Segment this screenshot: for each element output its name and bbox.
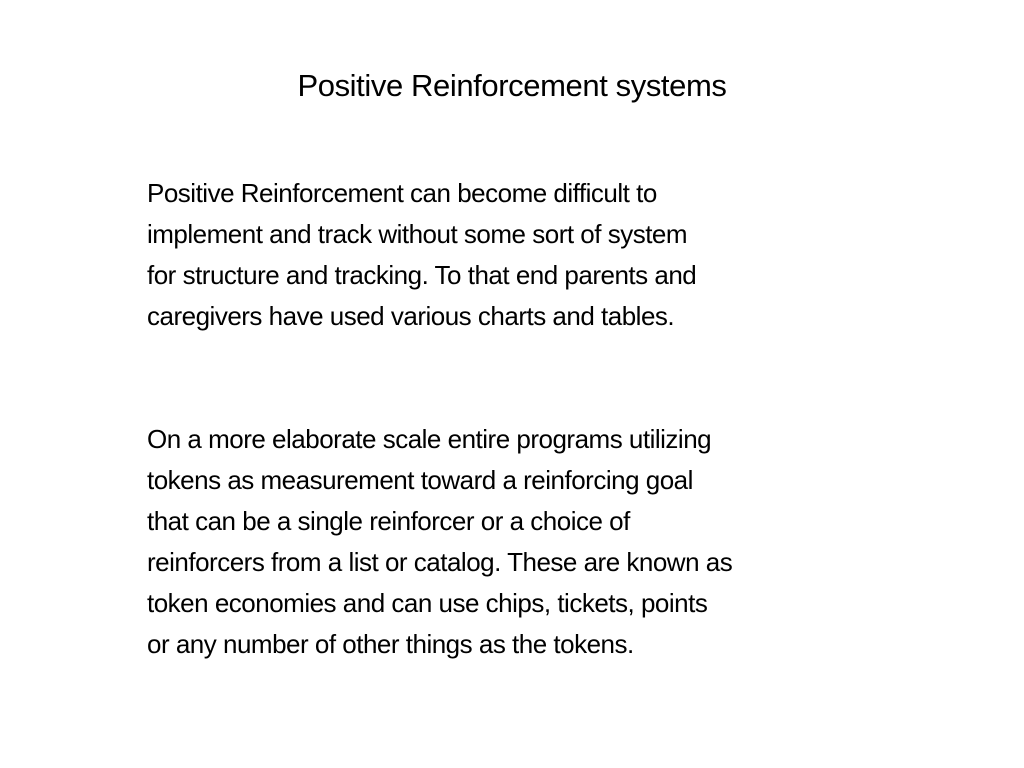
- paragraph-line: implement and track without some sort of system: [147, 219, 688, 249]
- paragraph-line: caregivers have used various charts and tables.: [147, 301, 675, 331]
- slide-title: Positive Reinforcement systems: [297, 68, 727, 103]
- paragraph-line: token economies and can use chips, tickets, points: [147, 588, 708, 618]
- paragraph-line: for structure and tracking. To that end parents and: [147, 260, 697, 290]
- paragraph-2: [147, 419, 887, 665]
- paragraph-line: tokens as measurement toward a reinforcing goal: [147, 465, 693, 495]
- paragraph-1: [147, 173, 887, 337]
- paragraph-line: On a more elaborate scale entire programs utilizing: [147, 424, 712, 454]
- paragraph-line: or any number of other things as the tokens.: [147, 629, 634, 659]
- paragraph-line: Positive Reinforcement can become difficult to: [147, 178, 657, 208]
- paragraph-line: that can be a single reinforcer or a choice of: [147, 506, 630, 536]
- slide-body: [147, 173, 887, 665]
- paragraph-line: reinforcers from a list or catalog. These are known as: [147, 547, 733, 577]
